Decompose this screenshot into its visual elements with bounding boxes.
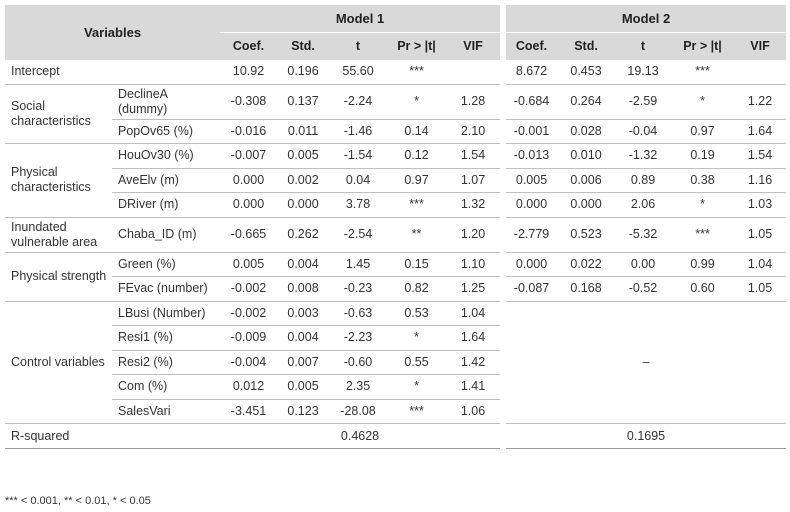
cell: 0.028 <box>557 119 615 144</box>
cell: -1.46 <box>329 119 387 144</box>
cell: 1.10 <box>446 252 503 277</box>
cell: -0.23 <box>329 277 387 302</box>
table-row <box>5 60 786 84</box>
cell: 0.008 <box>277 277 329 302</box>
cell: 0.005 <box>277 375 329 400</box>
rsquared-label: R-squared <box>5 424 220 449</box>
cell: * <box>387 375 446 400</box>
cell: 1.54 <box>734 144 786 169</box>
var-label: HouOv30 (%) <box>112 144 220 169</box>
var-label: SalesVari <box>112 399 220 424</box>
cell: * <box>671 84 734 119</box>
cell: 0.168 <box>557 277 615 302</box>
table-row <box>5 252 786 277</box>
var-label: Green (%) <box>112 252 220 277</box>
group-strength: Physical strength <box>5 252 112 301</box>
cell: -0.002 <box>220 277 277 302</box>
var-label: LBusi (Number) <box>112 301 220 326</box>
cell: -0.009 <box>220 326 277 351</box>
cell: 1.04 <box>734 252 786 277</box>
cell: 0.123 <box>277 399 329 424</box>
cell: 0.12 <box>387 144 446 169</box>
cell: 0.60 <box>671 277 734 302</box>
cell: 0.000 <box>503 252 557 277</box>
var-label: FEvac (number) <box>112 277 220 302</box>
var-label: AveElv (m) <box>112 168 220 193</box>
cell: 0.004 <box>277 326 329 351</box>
table-row <box>5 277 786 302</box>
table-row <box>5 168 786 193</box>
cell: * <box>387 84 446 119</box>
cell: 2.06 <box>615 193 671 218</box>
cell: 0.523 <box>557 217 615 252</box>
cell: -2.23 <box>329 326 387 351</box>
model1-header: Model 1 <box>220 5 503 33</box>
cell: 1.25 <box>446 277 503 302</box>
cell: 0.011 <box>277 119 329 144</box>
cell: 0.453 <box>557 60 615 84</box>
cell: 0.97 <box>387 168 446 193</box>
m2-std-header: Std. <box>557 33 615 61</box>
m1-p-header: Pr > |t| <box>387 33 446 61</box>
group-social: Social characteristics <box>5 84 112 144</box>
cell: -1.32 <box>615 144 671 169</box>
cell: 19.13 <box>615 60 671 84</box>
cell: 0.82 <box>387 277 446 302</box>
cell: -0.013 <box>503 144 557 169</box>
cell: 0.04 <box>329 168 387 193</box>
significance-note: *** < 0.001, ** < 0.01, * < 0.05 <box>5 495 151 507</box>
cell: 0.15 <box>387 252 446 277</box>
cell: -0.308 <box>220 84 277 119</box>
cell: -2.779 <box>503 217 557 252</box>
control-model2-dash: – <box>503 301 786 424</box>
cell: -0.52 <box>615 277 671 302</box>
cell: 0.38 <box>671 168 734 193</box>
cell: -0.002 <box>220 301 277 326</box>
cell: -0.004 <box>220 350 277 375</box>
m2-coef-header: Coef. <box>503 33 557 61</box>
cell: 1.04 <box>446 301 503 326</box>
cell: 1.42 <box>446 350 503 375</box>
cell: -2.54 <box>329 217 387 252</box>
cell: -0.001 <box>503 119 557 144</box>
cell: 0.002 <box>277 168 329 193</box>
table-row <box>5 84 786 119</box>
cell: 0.005 <box>220 252 277 277</box>
cell: 0.000 <box>220 193 277 218</box>
cell: 0.89 <box>615 168 671 193</box>
table-row <box>5 217 786 252</box>
cell: *** <box>387 60 446 84</box>
cell: 1.20 <box>446 217 503 252</box>
variables-header: Variables <box>5 5 220 60</box>
cell: -28.08 <box>329 399 387 424</box>
cell: -0.60 <box>329 350 387 375</box>
var-label: Chaba_ID (m) <box>112 217 220 252</box>
cell: 0.006 <box>557 168 615 193</box>
cell <box>446 60 503 84</box>
m1-std-header: Std. <box>277 33 329 61</box>
cell: 2.35 <box>329 375 387 400</box>
cell: *** <box>387 399 446 424</box>
cell: 2.10 <box>446 119 503 144</box>
m1-vif-header: VIF <box>446 33 503 61</box>
var-label: Resi2 (%) <box>112 350 220 375</box>
cell: 1.05 <box>734 277 786 302</box>
cell: 55.60 <box>329 60 387 84</box>
cell: 0.196 <box>277 60 329 84</box>
cell: 1.16 <box>734 168 786 193</box>
cell: 1.05 <box>734 217 786 252</box>
cell: 1.41 <box>446 375 503 400</box>
cell: 0.14 <box>387 119 446 144</box>
cell: 0.004 <box>277 252 329 277</box>
group-physical: Physical characteristics <box>5 144 112 218</box>
cell: 1.45 <box>329 252 387 277</box>
cell: 0.005 <box>277 144 329 169</box>
cell: 0.137 <box>277 84 329 119</box>
cell: 1.28 <box>446 84 503 119</box>
m2-t-header: t <box>615 33 671 61</box>
var-label: DRiver (m) <box>112 193 220 218</box>
cell: 3.78 <box>329 193 387 218</box>
var-label: Resi1 (%) <box>112 326 220 351</box>
cell: * <box>387 326 446 351</box>
model2-header: Model 2 <box>503 5 786 33</box>
table-row <box>5 119 786 144</box>
cell: -3.451 <box>220 399 277 424</box>
cell: -0.007 <box>220 144 277 169</box>
cell: *** <box>387 193 446 218</box>
group-control: Control variables <box>5 301 112 424</box>
cell: -0.087 <box>503 277 557 302</box>
m2-p-header: Pr > |t| <box>671 33 734 61</box>
cell: -0.665 <box>220 217 277 252</box>
cell: 0.022 <box>557 252 615 277</box>
cell: 0.262 <box>277 217 329 252</box>
cell: 0.19 <box>671 144 734 169</box>
cell: 0.000 <box>557 193 615 218</box>
cell: * <box>671 193 734 218</box>
cell <box>734 60 786 84</box>
cell: -0.684 <box>503 84 557 119</box>
cell: 1.32 <box>446 193 503 218</box>
table-row <box>5 193 786 218</box>
cell: -5.32 <box>615 217 671 252</box>
group-inundated: Inundated vulnerable area <box>5 217 112 252</box>
cell: 0.00 <box>615 252 671 277</box>
var-label: DeclineA (dummy) <box>112 84 220 119</box>
cell: *** <box>671 217 734 252</box>
cell: 1.06 <box>446 399 503 424</box>
cell: 0.012 <box>220 375 277 400</box>
table-row <box>5 301 786 326</box>
cell: 0.97 <box>671 119 734 144</box>
cell: 1.64 <box>446 326 503 351</box>
cell: -0.04 <box>615 119 671 144</box>
cell: 0.000 <box>277 193 329 218</box>
regression-table <box>5 5 786 449</box>
cell: 0.005 <box>503 168 557 193</box>
cell: 0.99 <box>671 252 734 277</box>
cell: *** <box>671 60 734 84</box>
m1-t-header: t <box>329 33 387 61</box>
m2-vif-header: VIF <box>734 33 786 61</box>
cell: 0.003 <box>277 301 329 326</box>
cell: -0.63 <box>329 301 387 326</box>
cell: 10.92 <box>220 60 277 84</box>
cell: 0.264 <box>557 84 615 119</box>
cell: ** <box>387 217 446 252</box>
cell: 0.55 <box>387 350 446 375</box>
rsquared-row <box>5 424 786 449</box>
cell: -2.24 <box>329 84 387 119</box>
cell: 1.07 <box>446 168 503 193</box>
cell: -1.54 <box>329 144 387 169</box>
cell: -2.59 <box>615 84 671 119</box>
cell: 1.03 <box>734 193 786 218</box>
cell: -0.016 <box>220 119 277 144</box>
cell: 0.000 <box>220 168 277 193</box>
cell: 8.672 <box>503 60 557 84</box>
var-label: PopOv65 (%) <box>112 119 220 144</box>
cell: 0.53 <box>387 301 446 326</box>
rsquared-model2: 0.1695 <box>503 424 786 449</box>
cell: 0.000 <box>503 193 557 218</box>
cell: 1.54 <box>446 144 503 169</box>
m1-coef-header: Coef. <box>220 33 277 61</box>
cell: 0.010 <box>557 144 615 169</box>
group-intercept: Intercept <box>5 60 220 84</box>
var-label: Com (%) <box>112 375 220 400</box>
cell: 1.22 <box>734 84 786 119</box>
table-row <box>5 144 786 169</box>
rsquared-model1: 0.4628 <box>220 424 503 449</box>
cell: 1.64 <box>734 119 786 144</box>
cell: 0.007 <box>277 350 329 375</box>
